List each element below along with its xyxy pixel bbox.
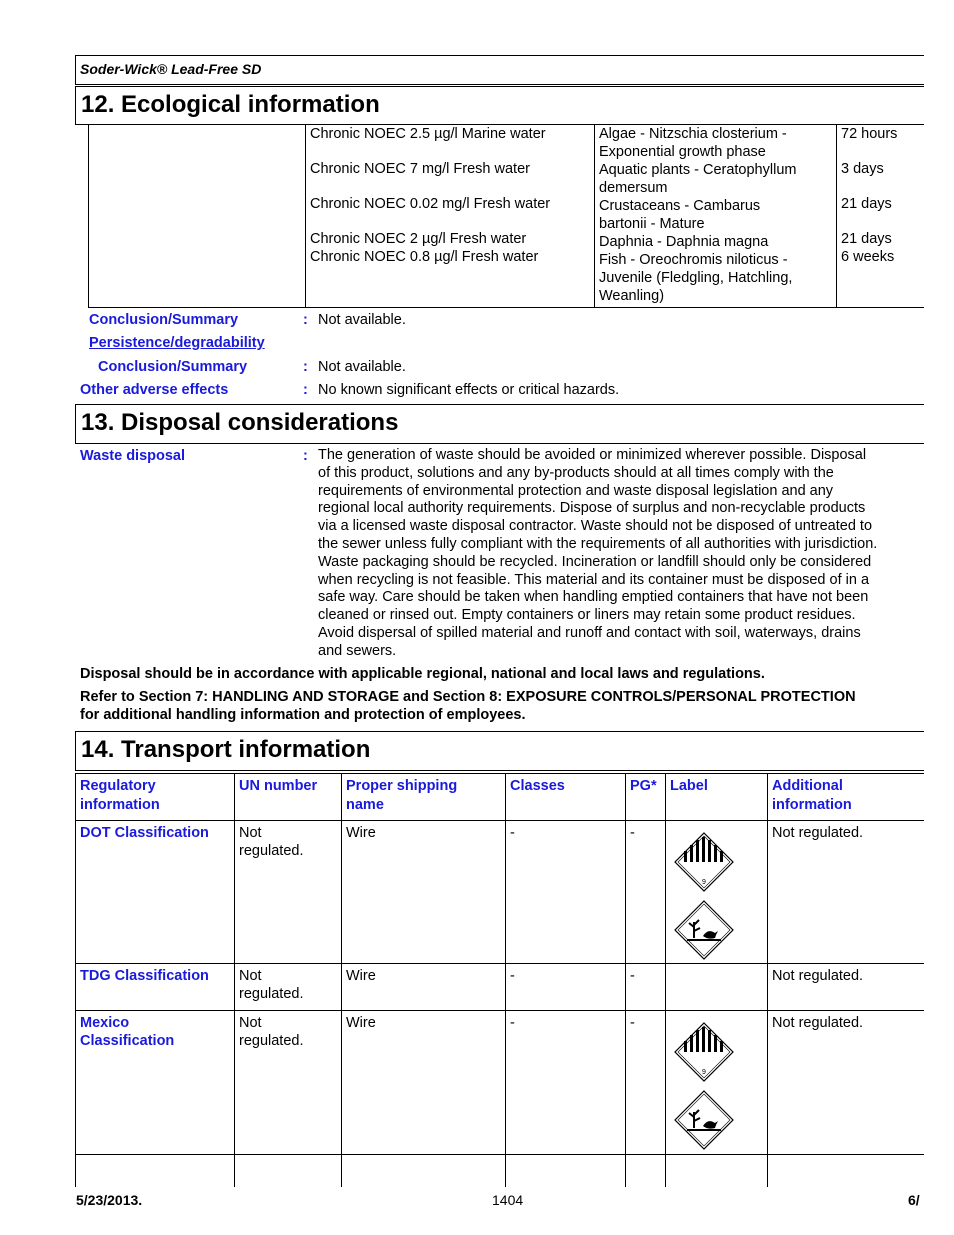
row-shipping-name: Wire	[342, 964, 506, 1011]
table-row	[76, 821, 925, 964]
eco-test: Chronic NOEC 0.02 mg/l Fresh water	[310, 196, 551, 212]
row-pg: -	[626, 821, 666, 964]
waste-line: requirements of environmental protection and waste disposal legislation and any	[318, 482, 834, 499]
eco-species: Weanling)	[599, 288, 665, 304]
eco-test: Chronic NOEC 0.8 µg/l Fresh water	[310, 249, 539, 265]
waste-line: of this product, solutions and any by-products should at all times comply with the	[318, 464, 834, 481]
product-header	[75, 55, 924, 85]
section-13-title: 13. Disposal considerations	[81, 409, 399, 436]
eco-species: Fish - Oreochromis niloticus -	[599, 252, 788, 268]
footer-page: 6/	[908, 1192, 920, 1208]
section-14-heading	[75, 731, 924, 771]
product-name: Soder-Wick® Lead-Free SD	[80, 61, 262, 77]
table-row	[76, 1011, 925, 1155]
row-regulatory: DOT Classification	[76, 821, 235, 964]
class-9-hazard-label-icon	[674, 1022, 734, 1082]
refer-note-line-2: for additional handling information and protection of employees.	[80, 707, 526, 723]
col-pg: PG*	[626, 774, 666, 821]
eco-test: Chronic NOEC 7 mg/l Fresh water	[310, 161, 530, 177]
row-un-number: Not regulated.	[235, 964, 342, 1011]
col-regulatory: Regulatory information	[76, 774, 235, 821]
colon: :	[303, 312, 308, 328]
waste-line: The generation of waste should be avoided or minimized wherever possible. Disposal	[318, 447, 867, 463]
eco-test: Chronic NOEC 2.5 µg/l Marine water	[310, 126, 546, 142]
disposal-note: Disposal should be in accordance with applicable regional, national and local laws and regulations.	[80, 666, 765, 682]
row-label	[666, 1011, 768, 1155]
row-additional-info: Not regulated.	[768, 1011, 925, 1155]
eco-species: Exponential growth phase	[599, 144, 766, 160]
eco-species: bartonii - Mature	[599, 216, 705, 232]
row-classes: -	[506, 964, 626, 1011]
waste-line: Avoid dispersal of spilled material and runoff and contact with soil, waterways, drains	[318, 624, 861, 641]
colon: :	[303, 448, 308, 464]
waste-line: via a licensed waste disposal contractor. Waste should not be disposed of untreated to	[318, 518, 873, 535]
conclusion-label: Conclusion/Summary	[89, 312, 239, 328]
section-13-heading	[75, 404, 924, 444]
eco-test-cell	[306, 124, 595, 308]
persistence-conclusion-value: Not available.	[318, 359, 406, 375]
row-pg: -	[626, 964, 666, 1011]
class-9-hazard-label-icon	[674, 832, 734, 892]
section-12-heading	[75, 86, 924, 125]
ecotoxicity-table	[88, 124, 924, 308]
eco-species: demersum	[599, 180, 668, 196]
eco-exposure: 3 days	[841, 161, 884, 177]
row-pg: -	[626, 1011, 666, 1155]
row-label	[666, 964, 768, 1011]
section-12-title: 12. Ecological information	[81, 91, 380, 118]
row-shipping-name: Wire	[342, 821, 506, 964]
eco-exposure: 21 days	[841, 231, 892, 247]
other-adverse-label: Other adverse effects	[80, 382, 229, 398]
col-classes: Classes	[506, 774, 626, 821]
footer-code: 1404	[492, 1192, 524, 1208]
row-un-number: Not regulated.	[235, 821, 342, 964]
refer-note-line-1: Refer to Section 7: HANDLING AND STORAGE and Section 8: EXPOSURE CONTROLS/PERSONAL PROTECTION	[80, 689, 856, 705]
waste-line: the sewer unless fully compliant with the requirements of all authorities with jurisdiction.	[318, 535, 878, 552]
eco-exposure-cell	[837, 124, 925, 308]
transport-table	[75, 773, 924, 1187]
eco-species: Aquatic plants - Ceratophyllum	[599, 162, 797, 178]
row-classes: -	[506, 821, 626, 964]
row-regulatory: TDG Classification	[76, 964, 235, 1011]
col-proper-shipping-name: Proper shipping name	[342, 774, 506, 821]
section-14-title: 14. Transport information	[81, 736, 371, 763]
row-additional-info: Not regulated.	[768, 964, 925, 1011]
eco-exposure: 72 hours	[841, 126, 898, 142]
row-additional-info: Not regulated.	[768, 821, 925, 964]
persistence-label: Persistence/degradability	[89, 335, 265, 351]
row-shipping-name: Wire	[342, 1011, 506, 1155]
eco-species: Crustaceans - Cambarus	[599, 198, 761, 214]
footer-date: 5/23/2013.	[76, 1192, 143, 1208]
waste-disposal-label: Waste disposal	[80, 448, 186, 464]
eco-species: Juvenile (Fledgling, Hatchling,	[599, 270, 793, 286]
colon: :	[303, 382, 308, 398]
waste-line: and sewers.	[318, 642, 397, 659]
environmental-hazard-icon	[674, 1090, 734, 1150]
col-label: Label	[666, 774, 768, 821]
eco-species: Daphnia - Daphnia magna	[599, 234, 769, 250]
waste-line: when recycling is not feasible. This material and its container must be disposed of in a	[318, 571, 870, 588]
row-label	[666, 821, 768, 964]
row-un-number: Not regulated.	[235, 1011, 342, 1155]
table-row	[76, 1155, 925, 1187]
class-number: 9	[702, 1069, 706, 1076]
eco-product-cell	[89, 124, 306, 308]
row-regulatory: Mexico Classification	[76, 1011, 235, 1155]
eco-exposure: 21 days	[841, 196, 892, 212]
persistence-conclusion-label: Conclusion/Summary	[98, 359, 248, 375]
other-adverse-value: No known significant effects or critical hazards.	[318, 382, 620, 398]
waste-line: safe way. Care should be taken when handling emptied containers that have not been	[318, 589, 869, 606]
colon: :	[303, 359, 308, 375]
class-number: 9	[702, 879, 706, 886]
eco-test: Chronic NOEC 2 µg/l Fresh water	[310, 231, 527, 247]
waste-line: cleaned or rinsed out. Empty containers or liners may retain some product residues.	[318, 607, 856, 624]
row-classes: -	[506, 1011, 626, 1155]
eco-exposure: 6 weeks	[841, 249, 895, 265]
conclusion-value: Not available.	[318, 312, 406, 328]
table-row	[76, 964, 925, 1011]
eco-species-cell	[595, 124, 837, 308]
col-additional-information: Additional information	[768, 774, 925, 821]
waste-line: Waste packaging should be recycled. Incineration or landfill should only be considered	[318, 553, 872, 570]
transport-header-row	[76, 774, 925, 821]
col-un-number: UN number	[235, 774, 342, 821]
waste-disposal-text	[318, 447, 920, 661]
eco-species: Algae - Nitzschia closterium -	[599, 126, 787, 142]
environmental-hazard-icon	[674, 900, 734, 960]
waste-line: regional local authority requirements. Dispose of surplus and non-recyclable products	[318, 500, 866, 517]
